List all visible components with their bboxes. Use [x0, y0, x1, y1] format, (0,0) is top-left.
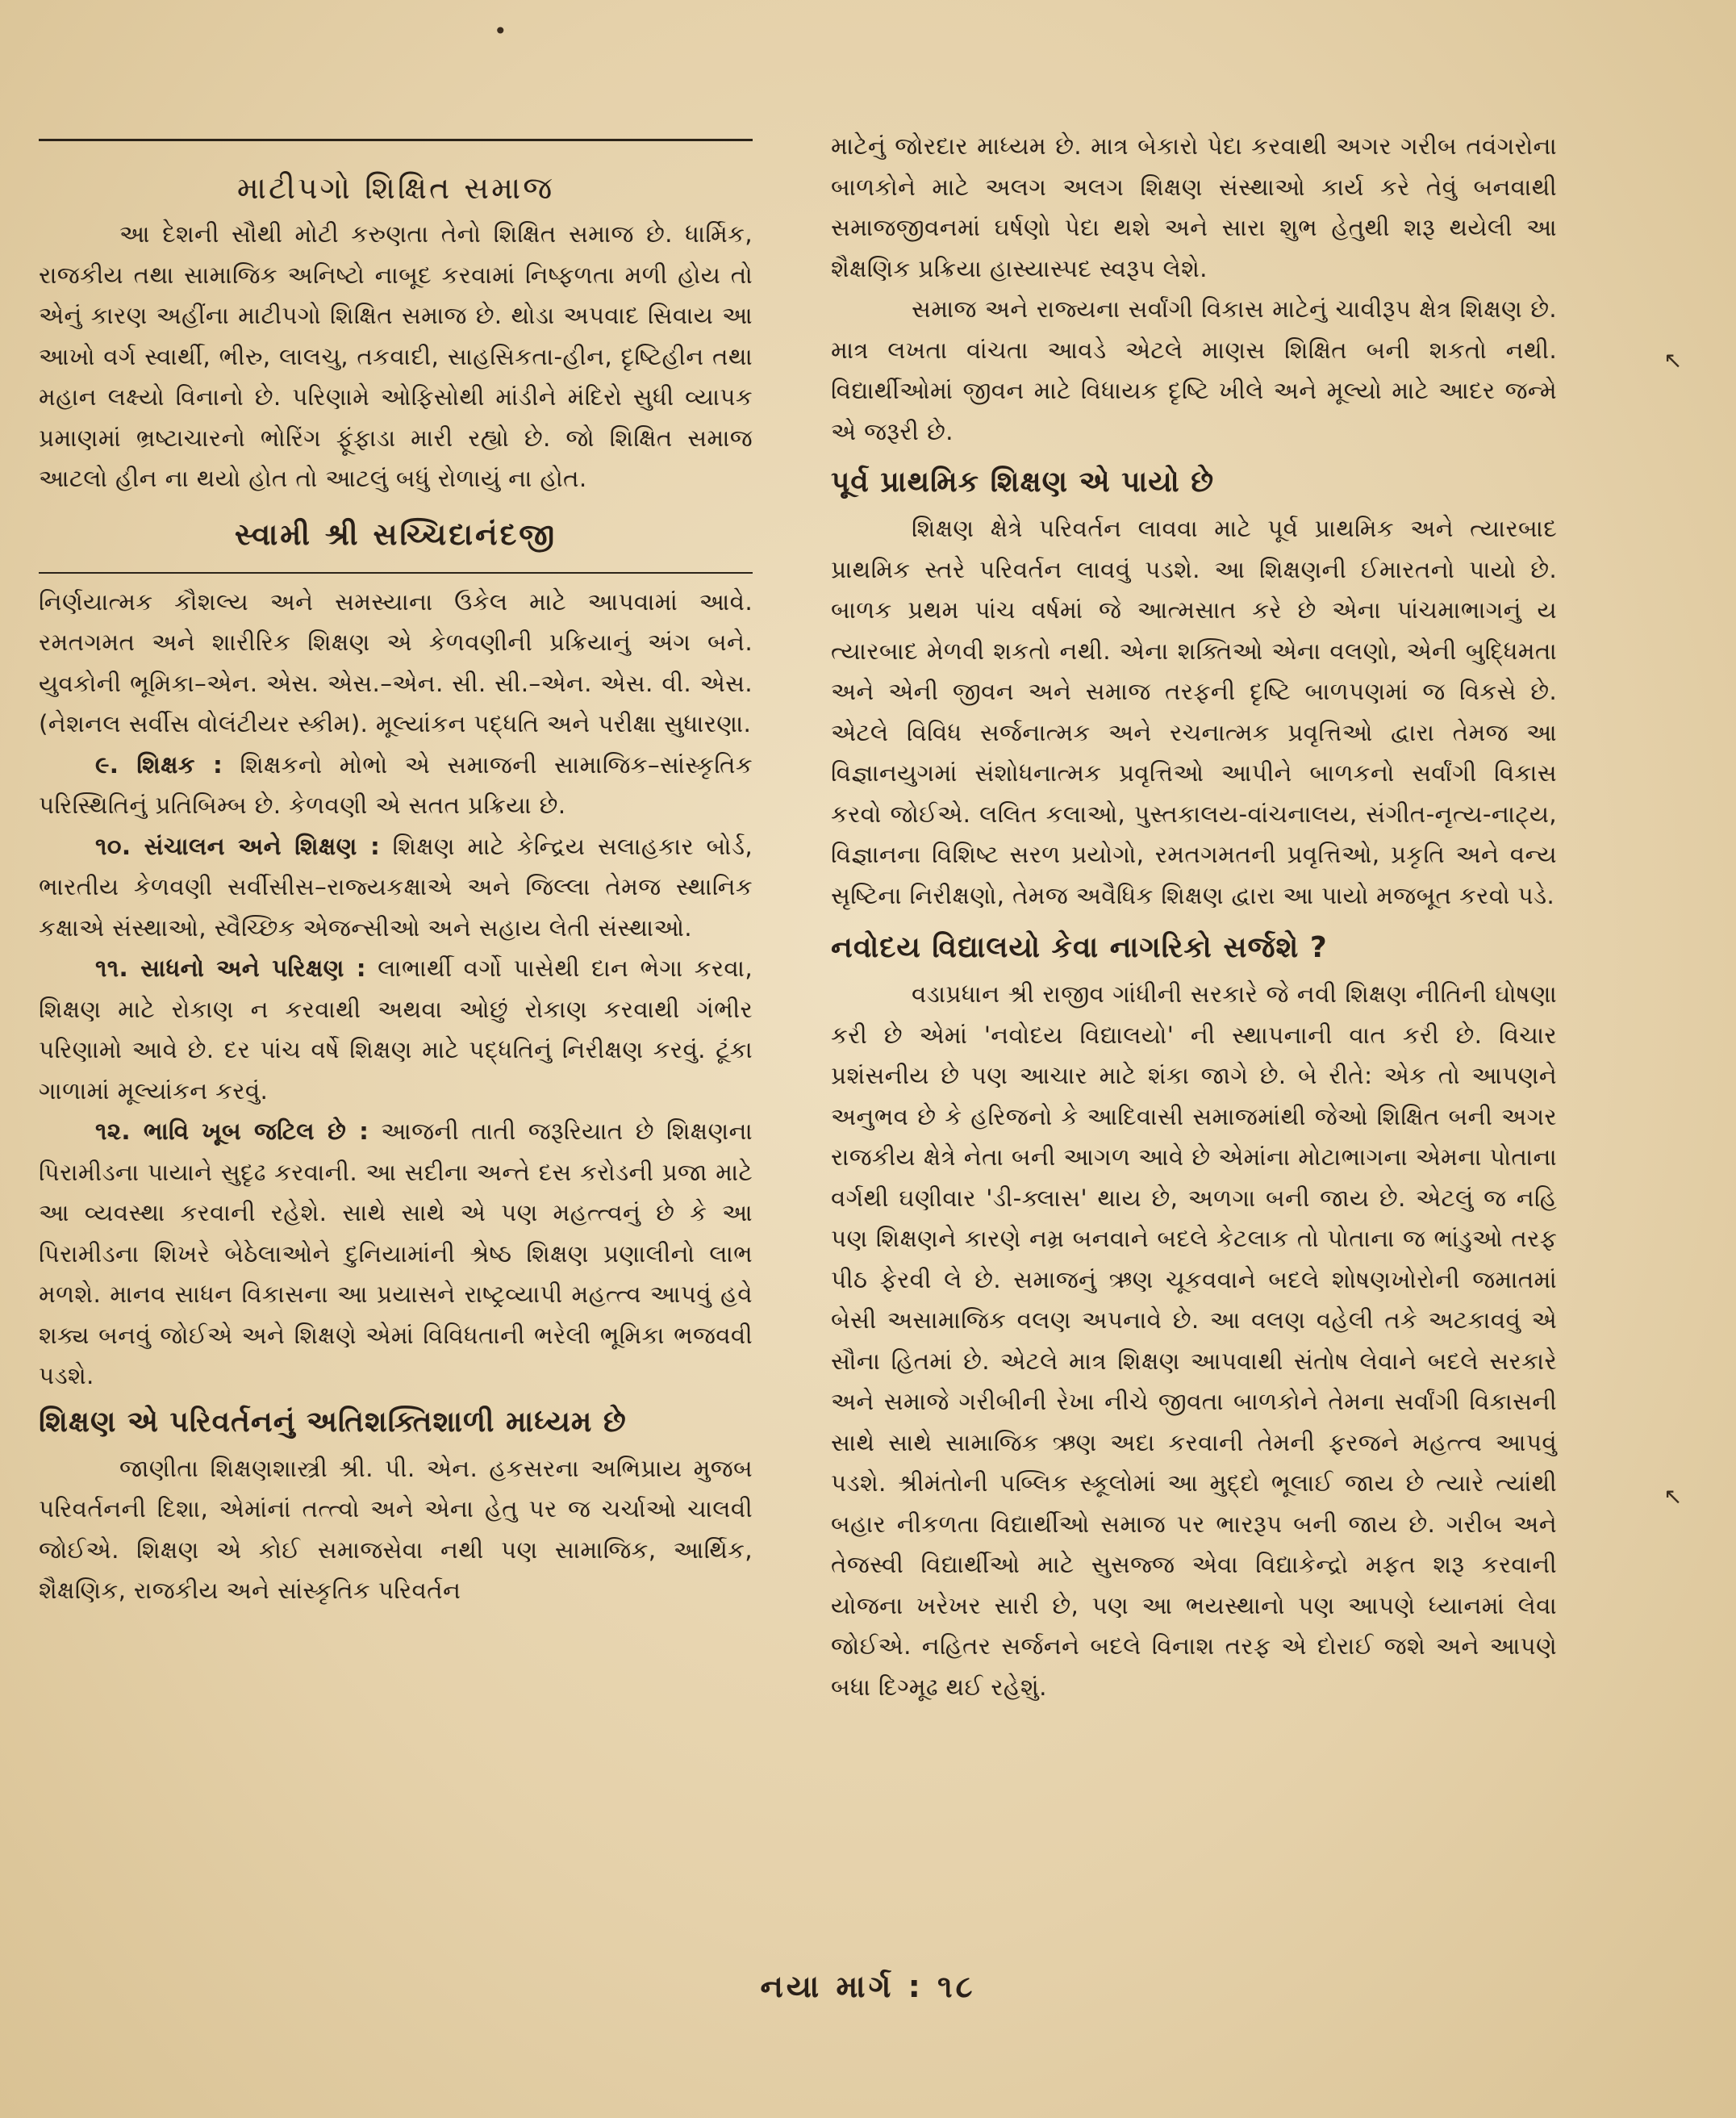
- point-10-heading: ૧૦. સંચાલન અને શિક્ષણ :: [95, 832, 381, 860]
- margin-mark-upper: ↖: [1663, 347, 1683, 374]
- section-heading-preprimary: પૂર્વ પ્રાથમિક શિક્ષણ એ પાયો છે: [831, 466, 1215, 499]
- point-11-heading: ૧૧. સાધનો અને પરિક્ષણ :: [95, 955, 366, 982]
- ornament-dot: •: [494, 18, 507, 44]
- point-9-text: શિક્ષકનો મોભો એ સમાજની સામાજિક–સાંસ્કૃતિક પરિસ્થિતિનું પ્રતિબિમ્બ છે. કેળવણી એ સતત પ્રક્રિયા છે.: [39, 750, 753, 819]
- point-12-heading: ૧૨. ભાવિ ખૂબ જટિલ છે :: [95, 1117, 369, 1145]
- paragraph-continued: નિર્ણયાત્મક કૌશલ્ય અને સમસ્યાના ઉકેલ માટે આપવામાં આવે. રમતગમત અને શારીરિક શિક્ષણ એ કેળવણીની પ્રક્રિયાનું અંગ બને. યુવકોની ભૂમિકા–એન. એસ. એસ.–એન. સી. સી.–એન. એસ. વી. એસ. (નેશનલ સર્વીસ વોલંટીયર સ્કીમ). મૂલ્યાંકન પદ્ધતિ અને પરીક્ષા સુધારણા.: [39, 587, 753, 737]
- point-9-heading: ૯. શિક્ષક :: [95, 750, 223, 779]
- intro-paragraph: આ દેશની સૌથી મોટી કરુણતા તેનો શિક્ષિત સમાજ છે. ધાર્મિક, રાજકીય તથા સામાજિક અનિષ્ટો નાબૂદ કરવામાં નિષ્ફળતા મળી હોય તો એનું કારણ અહીંના માટીપગો શિક્ષિત સમાજ છે. થોડા અપવાદ સિવાય આ આખો વર્ગ સ્વાર્થી, ભીરુ, લાલચુ, તકવાદી, સાહસિકતા-હીન, દૃષ્ટિહીન તથા મહાન લક્ષ્યો વિનાનો છે. પરિણામે ઓફિસોથી માંડીને મંદિરો સુધી વ્યાપક પ્રમાણમાં ભ્રષ્ટાચારનો ભોરિંગ ફૂંફાડા મારી રહ્યો છે. જો શિક્ષિત સમાજ આટલો હીન ના થયો હોત તો આટલું બધું રોળાયું ના હોત.: [39, 220, 753, 492]
- preprimary-paragraph: શિક્ષણ ક્ષેત્રે પરિવર્તન લાવવા માટે પૂર્વ પ્રાથમિક અને ત્યારબાદ પ્રાથમિક સ્તરે પરિવર્તન લાવવું પડશે. આ શિક્ષણની ઈમારતનો પાયો છે. બાળક પ્રથમ પાંચ વર્ષમાં જે આત્મસાત કરે છે એના પાંચમાભાગનું ય ત્યારબાદ મેળવી શકતો નથી. એના શક્તિઓ એના વલણો, એની બુદ્ધિમતા અને એની જીવન અને સમાજ તરફની દૃષ્ટિ બાળપણમાં જ વિકસે છે. એટલે વિવિધ સર્જનાત્મક અને રચનાત્મક પ્રવૃત્તિઓ દ્વારા તેમજ આ વિજ્ઞાનયુગમાં સંશોધનાત્મક પ્રવૃત્તિઓ આપીને બાળકનો સર્વાંગી વિકાસ કરવો જોઈએ. લલિત કલાઓ, પુસ્તકાલય-વાંચનાલય, સંગીત-નૃત્ય-નાટ્ય, વિજ્ઞાનના વિશિષ્ટ સરળ પ્રયોગો, રમતગમતની પ્રવૃત્તિઓ, પ્રકૃતિ અને વન્ય સૃષ્ટિના નિરીક્ષણો, તેમજ અવૈધિક શિક્ષણ દ્વારા આ પાયો મજબૂત કરવો પડે.: [831, 515, 1557, 909]
- article-title: માટીપગો શિક્ષિત સમાજ: [236, 170, 555, 206]
- point-10: [39, 826, 753, 949]
- key-sector-paragraph: સમાજ અને રાજ્યના સર્વાંગી વિકાસ માટેનું ચાવીરૂપ ક્ષેત્ર શિક્ષણ છે. માત્ર લખતા વાંચતા આવડે એટલે માણસ શિક્ષિત બની શકતો નથી. વિદ્યાર્થીઓમાં જીવન માટે વિધાયક દૃષ્ટિ ખીલે અને મૂલ્યો માટે આદર જન્મે એ જરૂરી છે.: [831, 295, 1557, 445]
- navodaya-paragraph: વડાપ્રધાન શ્રી રાજીવ ગાંધીની સરકારે જે નવી શિક્ષણ નીતિની ઘોષણા કરી છે એમાં 'નવોદય વિદ્યાલયો' ની સ્થાપનાની વાત કરી છે. વિચાર પ્રશંસનીય છે પણ આચાર માટે શંકા જાગે છે. બે રીતે: એક તો આપણને અનુભવ છે કે હરિજનો કે આદિવાસી સમાજમાંથી જેઓ શિક્ષિત બની અગર રાજકીય ક્ષેત્રે નેતા બની આગળ આવે છે એમાંના મોટાભાગના એમના પોતાના વર્ગથી ઘણીવાર 'ડી-ક્લાસ' થાય છે, અળગા બની જાય છે. એટલું જ નહિ પણ શિક્ષણને કારણે નમ્ર બનવાને બદલે કેટલાક તો પોતાના જ ભાંડુઓ તરફ પીઠ ફેરવી લે છે. સમાજનું ઋણ ચૂકવવાને બદલે શોષણખોરોની જમાતમાં બેસી અસામાજિક વલણ અપનાવે છે. આ વલણ વહેલી તકે અટકાવવું એ સૌના હિતમાં છે. એટલે માત્ર શિક્ષણ આપવાથી સંતોષ લેવાને બદલે સરકારે અને સમાજે ગરીબીની રેખા નીચે જીવતા બાળકોને તેમના સર્વાંગી વિકાસની સાથે સાથે સામાજિક ઋણ અદા કરવાની તેમની ફરજને મહત્ત્વ આપવું પડશે. શ્રીમંતોની પબ્લિક સ્કૂલોમાં આ મુદ્દો ભૂલાઈ જાય છે ત્યારે ત્યાંથી બહાર નીકળતા વિદ્યાર્થીઓ સમાજ પર ભારરૂપ બની જાય છે. ગરીબ અને તેજસ્વી વિદ્યાર્થીઓ માટે સુસજ્જ એવા વિદ્યાકેન્દ્રો મફત શરૂ કરવાની યોજના ખરેખર સારી છે, પણ આ ભયસ્થાનો પણ આપણે ધ્યાનમાં લેવા જોઈએ. નહિતર સર્જનને બદલે વિનાશ તરફ એ દોરાઈ જશે અને આપણે બધા દિગ્મૂઢ થઈ રહેશું.: [831, 980, 1557, 1701]
- right-column: [831, 121, 1557, 1707]
- point-12: [39, 1111, 753, 1397]
- continued-paragraph: માટેનું જોરદાર માધ્યમ છે. માત્ર બેકારો પેદા કરવાથી અગર ગરીબ તવંગરોના બાળકોને માટે અલગ અલગ શિક્ષણ સંસ્થાઓ કાર્ય કરે તેવું બનવાથી સમાજજીવનમાં ઘર્ષણો પેદા થશે અને સારા શુભ હેતુથી શરૂ થયેલી આ શૈક્ષણિક પ્રક્રિયા હાસ્યાસ્પદ સ્વરૂપ લેશે.: [831, 132, 1557, 282]
- point-11-text: લાભાર્થી વર્ગો પાસેથી દાન ભેગા કરવા, શિક્ષણ માટે રોકાણ ન કરવાથી અથવા ઓછું રોકાણ કરવાથી ગંભીર પરિણામો આવે છે. દર પાંચ વર્ષે શિક્ષણ માટે પદ્ધતિનું નિરીક્ષણ કરવું. ટૂંકા ગાળામાં મૂલ્યાંકન કરવું.: [39, 955, 753, 1105]
- medium-paragraph: જાણીતા શિક્ષણશાસ્ત્રી શ્રી. પી. એન. હકસરના અભિપ્રાય મુજબ પરિવર્તનની દિશા, એમાંનાં તત્ત્વો અને એના હેતુ પર જ ચર્ચાઓ ચાલવી જોઈએ. શિક્ષણ એ કોઈ સમાજસેવા નથી પણ સામાજિક, આર્થિક, શૈક્ષણિક, રાજકીય અને સાંસ્કૃતિક પરિવર્તન: [39, 1454, 753, 1604]
- page-footer: નયા માર્ગ : ૧૮: [760, 1969, 976, 2004]
- author-byline: સ્વામી શ્રી સચ્ચિદાનંદજી: [234, 516, 557, 552]
- top-rule: [39, 139, 753, 141]
- section-heading-medium: શિક્ષણ એ પરિવર્તનનું અતિશક્તિશાળી માધ્યમ છે: [39, 1405, 627, 1439]
- left-column: [39, 121, 753, 1611]
- byline-rule: [39, 572, 753, 574]
- point-10-text: શિક્ષણ માટે કેન્દ્રિય સલાહકાર બોર્ડ, ભારતીય કેળવણી સર્વીસીસ–રાજ્યકક્ષાએ અને જિલ્લા તેમજ સ્થાનિક કક્ષાએ સંસ્થાઓ, સ્વૈચ્છિક એજન્સીઓ અને સહાય લેતી સંસ્થાઓ.: [39, 832, 753, 942]
- section-heading-navodaya: નવોદય વિદ્યાલયો કેવા નાગરિકો સર્જશે ?: [831, 931, 1328, 964]
- point-11: [39, 948, 753, 1111]
- point-12-text: આજની તાતી જરૂરિયાત છે શિક્ષણના પિરામીડના પાયાને સુદૃઢ કરવાની. આ સદીના અન્તે દસ કરોડની પ્રજા માટે આ વ્યવસ્થા કરવાની રહેશે. સાથે સાથે એ પણ મહત્ત્વનું છે કે આ પિરામીડના શિખરે બેઠેલાઓને દુનિયામાંની શ્રેષ્ઠ શિક્ષણ પ્રણાલીનો લાભ મળશે. માનવ સાધન વિકાસના આ પ્રયાસને રાષ્ટ્રવ્યાપી મહત્ત્વ આપવું હવે શક્ય બનવું જોઈએ અને શિક્ષણે એમાં વિવિધતાની ભરેલી ભૂમિકા ભજવવી પડશે.: [39, 1117, 753, 1389]
- point-9: [39, 745, 753, 826]
- margin-mark-lower: ↖: [1663, 1483, 1683, 1510]
